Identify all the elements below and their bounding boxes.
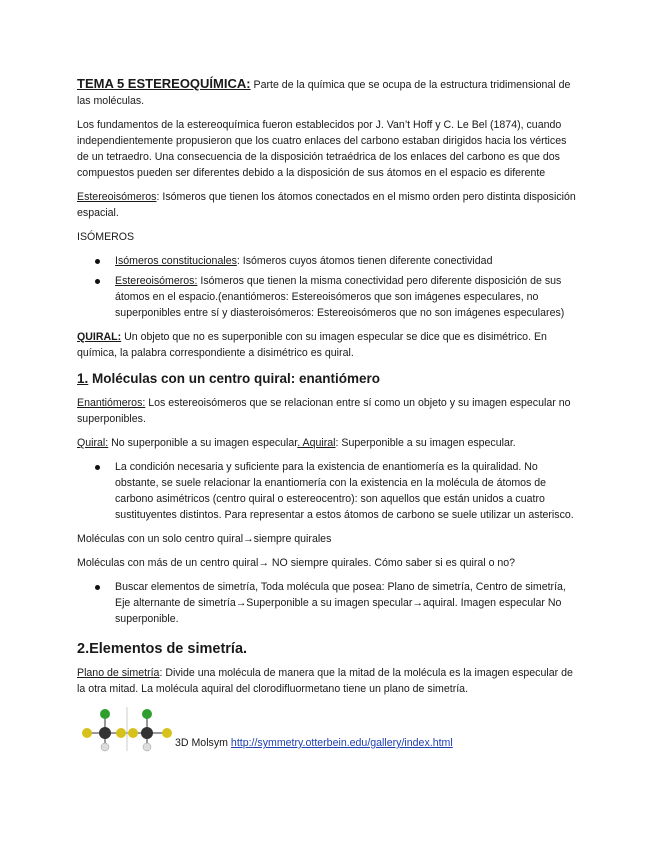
- list-item: [77, 579, 577, 627]
- bullet-icon: [95, 279, 100, 284]
- isomeros-list: [77, 253, 577, 321]
- enantiomeros-definition: [77, 395, 577, 427]
- quiral-term: QUIRAL:: [77, 331, 122, 343]
- plano-simetria-definition: [77, 665, 577, 697]
- list-item-text: Isómeros que tienen la misma conectividad pero diferente disposición de sus átomos en el espacio.(enantiómeros: Estereoisómeros que son imágenes especulares, no superponibles entre sí y diasteroisómeros: Estereoisómeros que no son imágenes especulares): [115, 275, 565, 319]
- plano-simetria-term: Plano de simetría: [77, 667, 160, 679]
- molsym-label: 3D Molsym: [175, 737, 231, 749]
- quiral-term-2: Quiral:: [77, 437, 109, 449]
- aquiral-text: : Superponible a su imagen especular.: [335, 437, 516, 449]
- simetria-list: [77, 579, 577, 627]
- list-item-term: Isómeros constitucionales: [115, 255, 237, 267]
- list-item: [77, 459, 577, 523]
- enantiomeros-text: Los estereoisómeros que se relacionan entre sí como un objeto y su imagen especular no superponibles.: [77, 397, 571, 425]
- bullet-icon: [95, 259, 100, 264]
- list-item-term: Estereoisómeros:: [115, 275, 198, 287]
- estereoisomeros-text: : Isómeros que tienen los átomos conectados en el mismo orden pero distinta disposición espacial.: [77, 191, 576, 219]
- multi-center-note: Moléculas con más de un centro quiral→ NO siempre quirales. Cómo saber si es quiral o no?: [77, 557, 516, 569]
- list-item-text: La condición necesaria y suficiente para la existencia de enantiomería es la quiralidad. No obstante, se suele relacionar la enantiomería con la existencia en la molécula de átomos de carbono asimétricos (centro quiral o estereocentro): son aquellos que están unidos a cuatro sustituyentes distintos. Para representar a estos átomos de carbono se suele utilizar un asterisco.: [115, 461, 574, 521]
- page-title: TEMA 5 ESTEREOQUÍMICA:: [77, 76, 251, 91]
- quiral-aquiral-definition: [77, 435, 577, 451]
- title-paragraph: [77, 76, 577, 109]
- estereoisomeros-definition: [77, 189, 577, 221]
- bullet-icon: [95, 465, 100, 470]
- title-description: Parte de la química que se ocupa de la estructura tridimensional de las moléculas.: [77, 79, 571, 107]
- section-1-heading: [77, 371, 577, 387]
- section-2-heading: 2.Elementos de simetría.: [77, 641, 248, 657]
- section-1-number: 1.: [77, 371, 89, 386]
- estereoisomeros-term: Estereoisómeros: [77, 191, 157, 203]
- list-item: [77, 273, 577, 321]
- one-center-note: Moléculas con un solo centro quiral→siempre quirales: [77, 533, 332, 545]
- bullet-icon: [95, 585, 100, 590]
- molsym-link[interactable]: http://symmetry.otterbein.edu/gallery/index.html: [230, 737, 453, 749]
- aquiral-term: . Aquiral: [297, 437, 336, 449]
- intro-paragraph: Los fundamentos de la estereoquímica fueron establecidos por J. Van’t Hoff y C. Le Bel (1874), cuando independientemente propusieron que los cuatro enlaces del carbono estaban dirigidos hacia los vértices de un tetraedro. Una consecuencia de la disposición tetraédrica de los enlaces del carbono es que dos compuestos pueden ser diferentes debido a la disposición de sus átomos en el espacio es diferente: [77, 119, 567, 179]
- molsym-caption: [175, 735, 453, 751]
- quiral-definition: [77, 329, 577, 361]
- quiralidad-list: [77, 459, 577, 523]
- isomeros-heading: ISÓMEROS: [77, 231, 135, 243]
- enantiomeros-term: Enantiómeros:: [77, 397, 146, 409]
- quiral-text: Un objeto que no es superponible con su imagen especular se dice que es disimétrico. En química, la palabra correspondiente a disimétrico es quiral.: [77, 331, 547, 359]
- quiral-text-2: No superponible a su imagen especular: [108, 437, 298, 449]
- list-item-text: : Isómeros cuyos átomos tienen diferente conectividad: [236, 255, 493, 267]
- molsym-row: [77, 705, 577, 753]
- document-body: [77, 76, 577, 753]
- list-item: [77, 253, 577, 269]
- plano-simetria-text: : Divide una molécula de manera que la mitad de la molécula es la imagen especular de la otra mitad. La molécula aquiral del clorodifluormetano tiene un plano de simetría.: [77, 667, 573, 695]
- molecule-image: [77, 705, 177, 753]
- section-1-title: Moléculas con un centro quiral: enantiómero: [88, 371, 381, 386]
- list-item-text: Buscar elementos de simetría, Toda molécula que posea: Plano de simetría, Centro de simetría, Eje alternante de simetría→Superponible a su imagen specular→aquiral. Imagen especular No superponible.: [115, 581, 566, 625]
